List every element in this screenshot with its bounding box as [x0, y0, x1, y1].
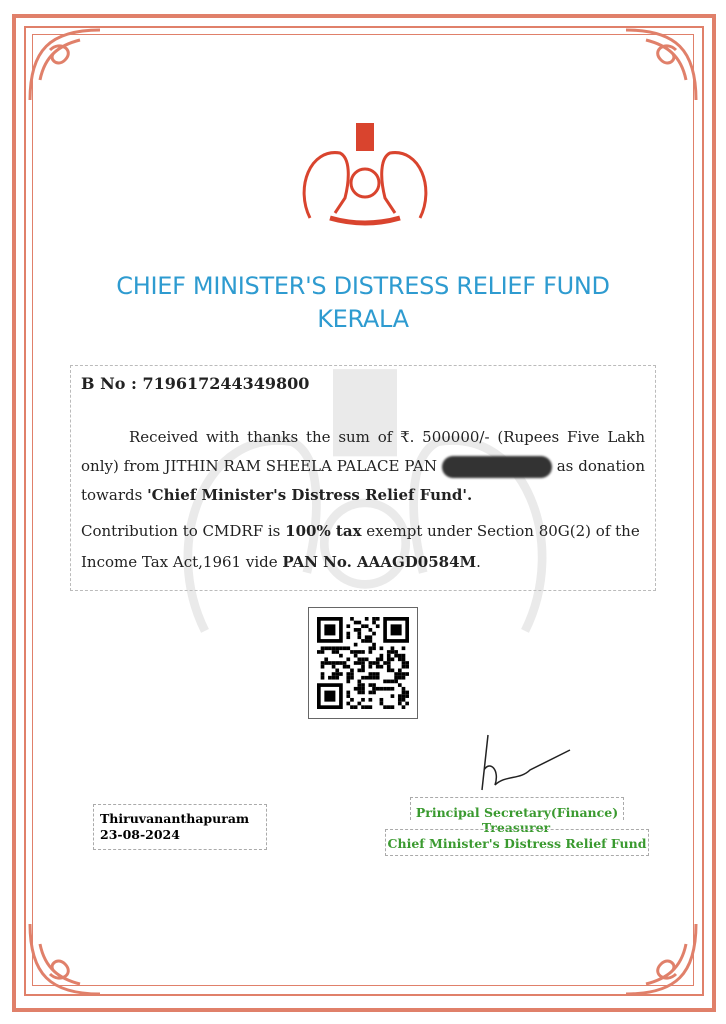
title-line-2: KERALA — [317, 305, 409, 333]
kerala-emblem-icon — [290, 118, 440, 228]
place-date — [93, 804, 267, 850]
signatory-designation: Principal Secretary(Finance) — [410, 797, 624, 820]
redacted-pan — [442, 456, 552, 478]
pan-number: PAN No. AAAGD0584M — [282, 553, 477, 571]
qr-code[interactable] — [308, 607, 418, 719]
corner-ornament-icon — [20, 914, 110, 1004]
receipt-text — [81, 423, 645, 510]
receipt-text-b: as donation towards — [81, 457, 645, 504]
title-line-1: CHIEF MINISTER'S DISTRESS RELIEF FUND — [116, 272, 610, 300]
tax-text-end: . — [476, 553, 481, 571]
bill-number: B No : 719617244349800 — [81, 374, 310, 393]
date: 23-08-2024 — [100, 827, 180, 842]
receipt-text-a: Received with thanks the sum of ₹. 500000/- (Rupees Five Lakh only) from JITHIN RAM SHEELA PALACE PAN — [81, 428, 645, 475]
qr-code-icon — [317, 617, 409, 709]
corner-ornament-icon — [616, 914, 706, 1004]
signature-icon — [470, 730, 580, 800]
corner-ornament-icon — [616, 20, 706, 110]
signatory-role: Treasurer — [481, 820, 551, 835]
page-title — [40, 270, 686, 336]
place: Thiruvananthapuram — [100, 811, 250, 826]
corner-ornament-icon — [20, 20, 110, 110]
receipt-details — [70, 365, 656, 591]
tax-text-a: Contribution to CMDRF is — [81, 522, 286, 540]
tax-percent: 100% tax — [285, 522, 362, 540]
signatory-fund: Chief Minister's Distress Relief Fund — [385, 829, 649, 856]
fund-name: 'Chief Minister's Distress Relief Fund'. — [147, 486, 473, 504]
tax-text-b: exempt under Section 80G(2) of the Income Tax Act,1961 vide — [81, 522, 640, 571]
tax-exemption-text — [81, 516, 645, 578]
